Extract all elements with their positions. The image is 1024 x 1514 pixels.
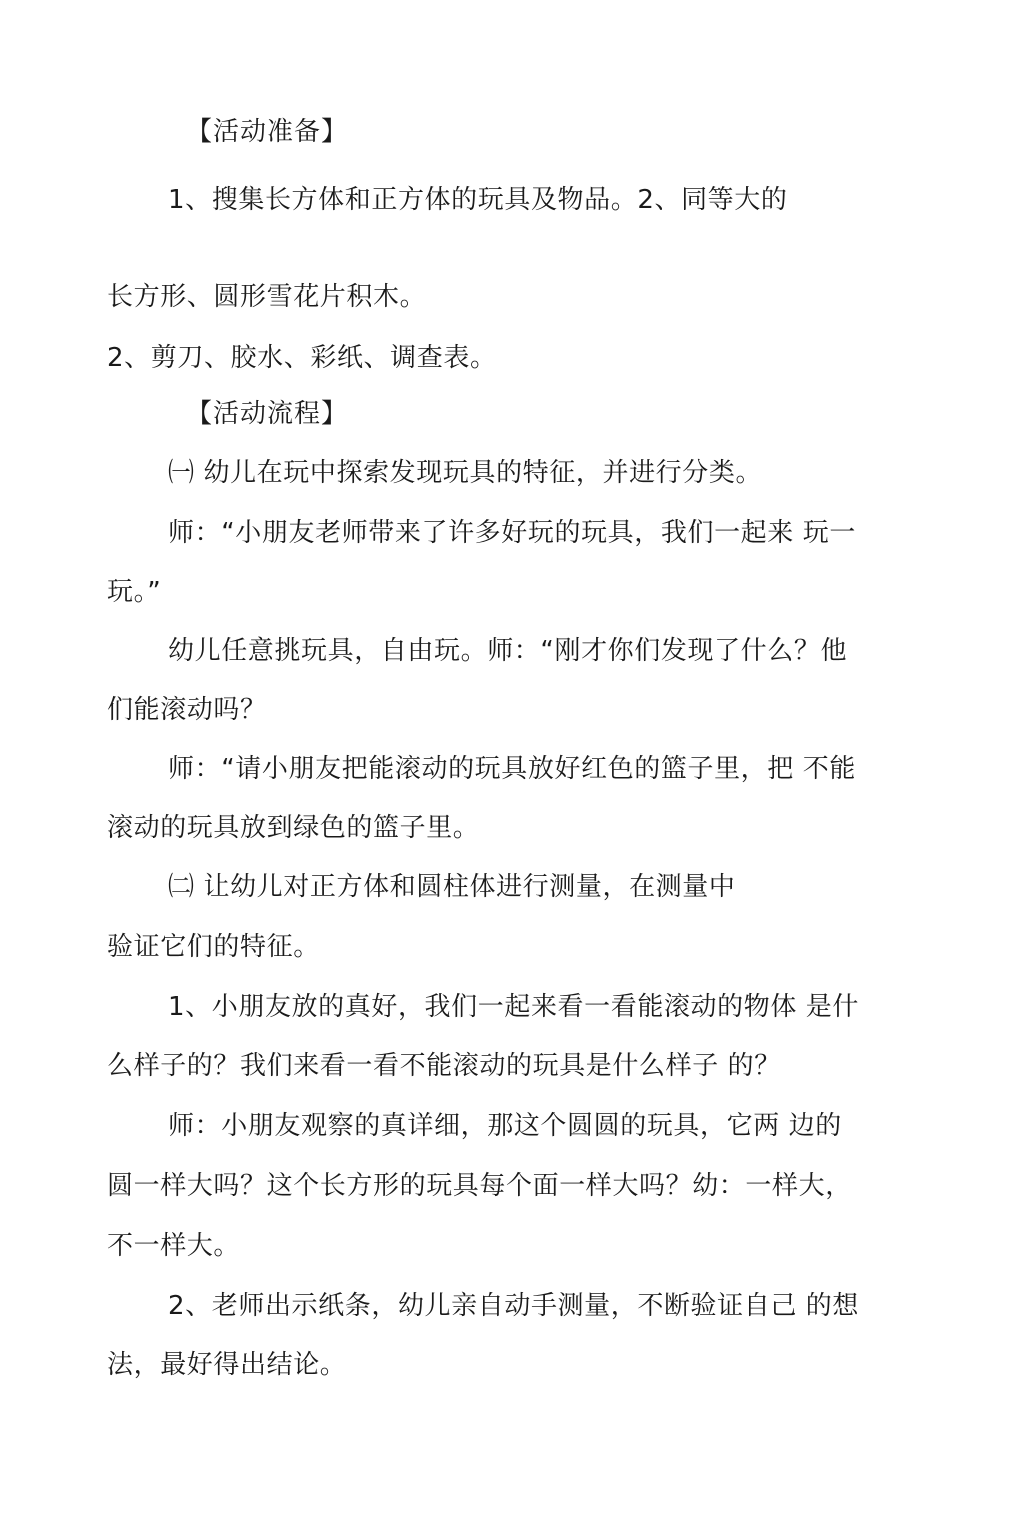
paragraph-line: 验证它们的特征。 (107, 932, 320, 962)
section-heading-activity-preparation: 【活动准备】 (186, 117, 349, 147)
paragraph-line: 幼儿任意挑玩具，自由玩。师：“刚才你们发现了什么？他 (168, 636, 848, 666)
section-heading-activity-process: 【活动流程】 (186, 399, 349, 429)
paragraph-line: 2、老师出示纸条，幼儿亲自动手测量，不断验证自己 的想 (168, 1291, 860, 1321)
paragraph-line: 长方形、圆形雪花片积木。 (107, 282, 427, 312)
paragraph-line: 1、小朋友放的真好，我们一起来看一看能滚动的物体 是什 (168, 992, 860, 1022)
paragraph-line: 滚动的玩具放到绿色的篮子里。 (107, 813, 480, 843)
paragraph-line: 师：“小朋友老师带来了许多好玩的玩具，我们一起来 玩一 (168, 518, 856, 548)
paragraph-line: 法，最好得出结论。 (107, 1350, 347, 1380)
paragraph-line: 们能滚动吗？ (107, 695, 267, 725)
paragraph-line: 不一样大。 (107, 1231, 241, 1261)
subsection-heading-one: ㈠ 幼儿在玩中探索发现玩具的特征，并进行分类。 (168, 458, 763, 488)
paragraph-line: 师：小朋友观察的真详细，那这个圆圆的玩具，它两 边的 (168, 1111, 842, 1141)
paragraph-line: 玩。” (107, 577, 162, 607)
paragraph-line: 1、搜集长方体和正方体的玩具及物品。2、同等大的 (168, 185, 788, 215)
subsection-heading-two: ㈡ 让幼儿对正方体和圆柱体进行测量，在测量中 (168, 872, 736, 902)
paragraph-line: 圆一样大吗？这个长方形的玩具每个面一样大吗？幼：一样大， (107, 1171, 852, 1201)
paragraph-line: 2、剪刀、胶水、彩纸、调查表。 (107, 343, 497, 373)
paragraph-line: 师：“请小朋友把能滚动的玩具放好红色的篮子里，把 不能 (168, 754, 856, 784)
paragraph-line: 么样子的？我们来看一看不能滚动的玩具是什么样子 的？ (107, 1051, 781, 1081)
